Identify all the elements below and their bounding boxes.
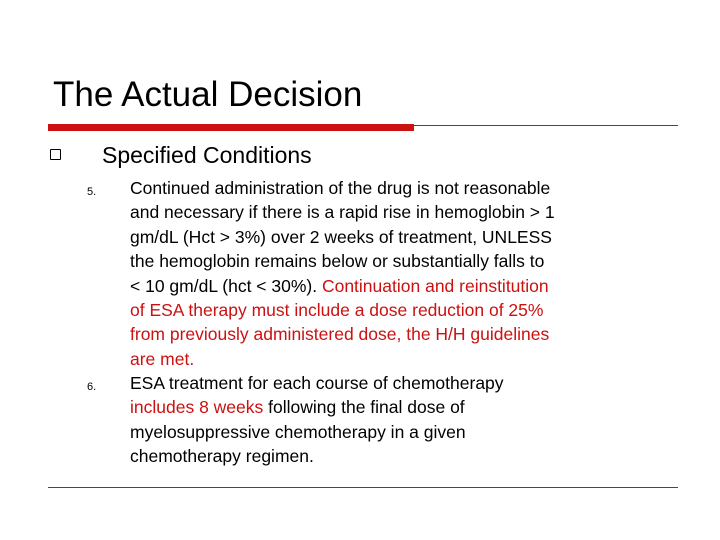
body-text: Continued administration of the drug is not reasonable [130, 178, 551, 198]
item-number-6: 6. [87, 381, 97, 393]
section-heading: Specified Conditions [102, 142, 312, 168]
item-text-line [130, 420, 670, 444]
title-underline-thin [414, 125, 678, 126]
item-text-line [130, 322, 670, 346]
emphasized-text: includes 8 weeks [130, 397, 264, 418]
emphasized-text: from previously administered dose, the H/H guidelines [130, 324, 550, 345]
body-text: the hemoglobin remains below or substantially falls to [130, 251, 545, 272]
body-text: gm/dL (Hct > 3%) over 2 weeks of treatment, UNLESS [130, 226, 552, 247]
body-text: chemotherapy regimen. [130, 446, 314, 467]
list-item-6 [130, 371, 670, 469]
item-text-line [130, 200, 670, 224]
item-text-line [130, 298, 670, 322]
item-text-line [130, 347, 670, 371]
item-text-line [130, 274, 670, 298]
emphasized-text: of ESA therapy must include a dose reduction of 25% [130, 300, 544, 321]
emphasized-text: are met. [130, 348, 195, 369]
footer-rule [48, 487, 678, 488]
body-text: ESA treatment for each course of chemotherapy [130, 373, 504, 393]
item-text-line [130, 444, 670, 468]
list-item-5 [130, 176, 670, 371]
body-text: myelosuppressive chemotherapy in a given [130, 421, 466, 442]
item-text-line [130, 395, 670, 419]
item-number-5: 5. [87, 186, 97, 198]
body-text: and necessary if there is a rapid rise in hemoglobin > 1 [130, 202, 555, 223]
item-text-line [130, 225, 670, 249]
item-text-line [130, 371, 670, 395]
item-text-line [130, 249, 670, 273]
item-text-line [130, 176, 670, 200]
emphasized-text: Continuation and reinstitution [321, 275, 549, 296]
body-text: following the final dose of [263, 397, 465, 418]
slide-title: The Actual Decision [53, 75, 363, 114]
title-underline-thick [48, 124, 414, 131]
body-text: < 10 gm/dL (hct < 30%). [130, 275, 322, 296]
hollow-square-bullet-icon [50, 149, 61, 160]
